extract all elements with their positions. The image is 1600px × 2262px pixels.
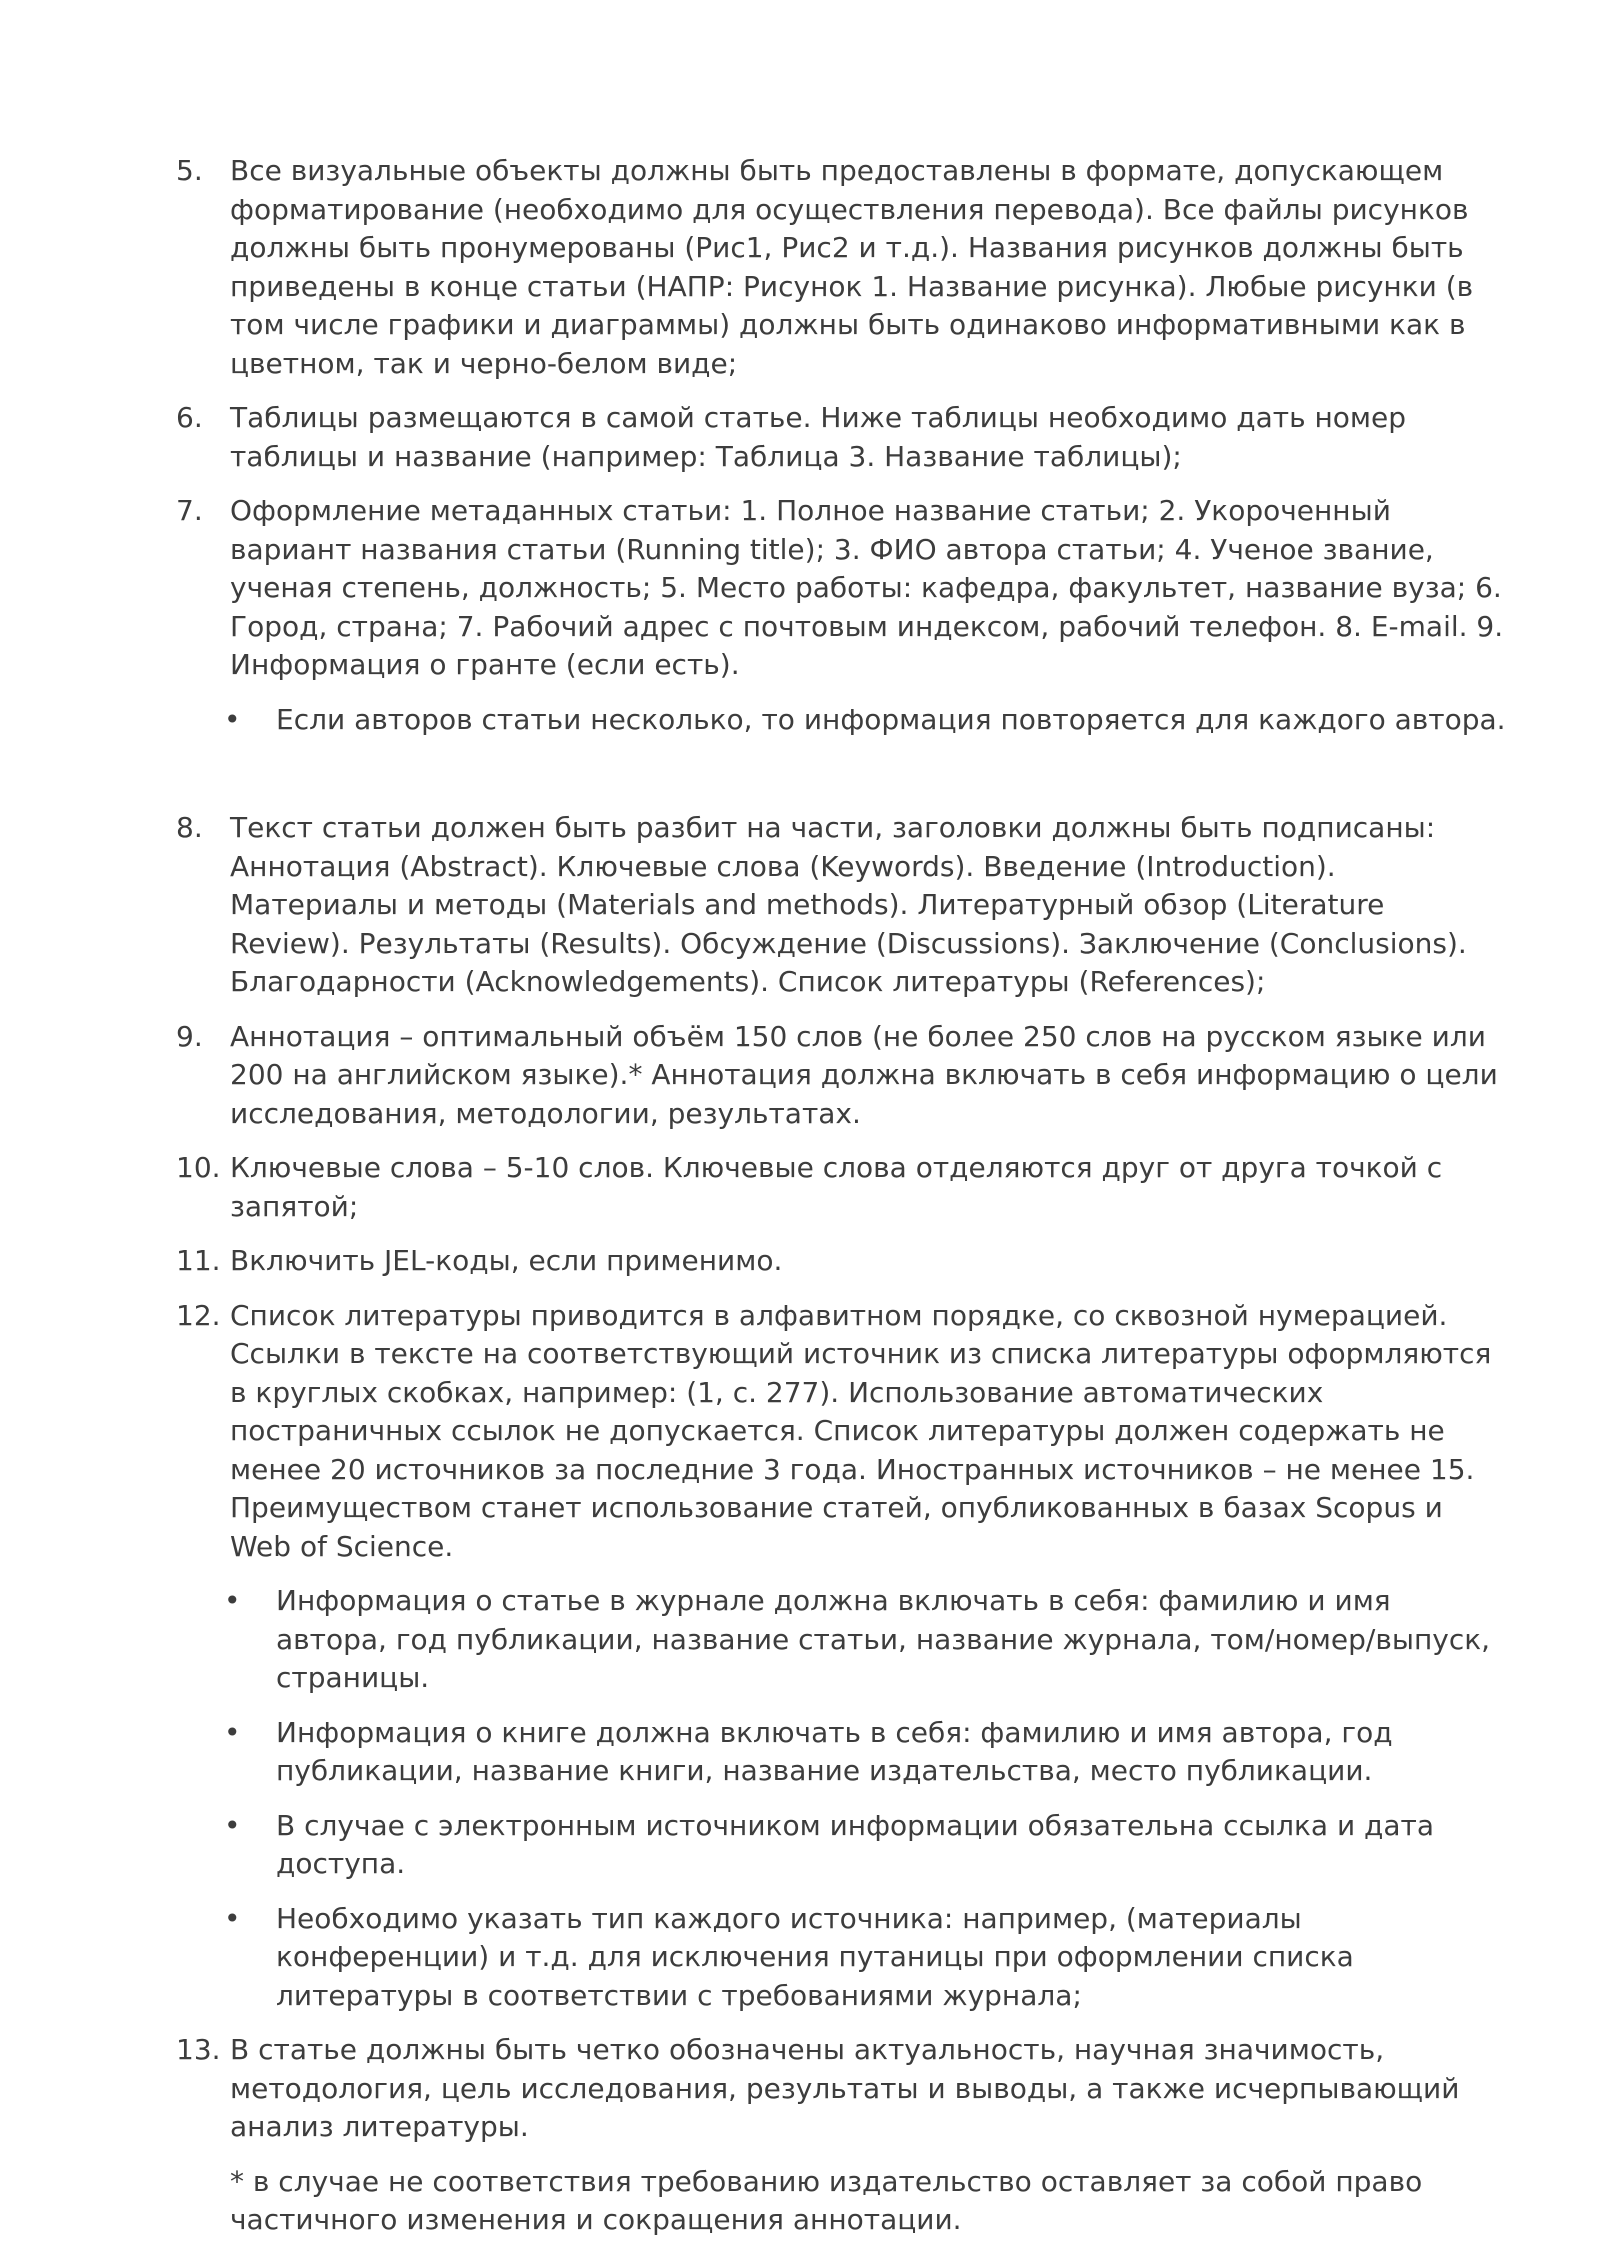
bullet-item bbox=[176, 1582, 1506, 1698]
list-number: 5. bbox=[176, 154, 203, 187]
list-item-5 bbox=[176, 152, 1506, 383]
list-number: 9. bbox=[176, 1019, 203, 1053]
list-item-6 bbox=[176, 399, 1506, 476]
bullet-item bbox=[176, 701, 1506, 740]
list-item-13 bbox=[176, 2031, 1506, 2147]
list-number: 7. bbox=[176, 494, 203, 527]
bullet-icon: • bbox=[224, 1584, 241, 1617]
list-item-text: В статье должны быть четко обозначены актуальность, научная значимость, методология, цель исследования, результаты и выводы, а также исчерпывающий анализ литературы. bbox=[230, 2033, 1460, 2143]
spacer bbox=[176, 755, 1506, 809]
bullet-item bbox=[176, 1900, 1506, 2016]
list-number: 6. bbox=[176, 401, 203, 434]
list-item-text: Список литературы приводится в алфавитном порядке, со сквозной нумерацией. Ссылки в тексте на соответствующий источник из списка литературы оформляются в круглых скобках, например: (1, с. 277). Использование автоматических постраничных ссылок не допускается. Список литературы должен содержать не менее 20 источников за последние 3 года. Иностранных источников – не менее 15. Преимуществом станет использование статей, опубликованных в базах Scopus и Web of Science. bbox=[230, 1298, 1492, 1563]
list-item-text: Ключевые слова – 5-10 слов. Ключевые слова отделяются друг от друга точкой с запятой; bbox=[230, 1151, 1443, 1223]
list-item-text: Текст статьи должен быть разбит на части, заголовки должны быть подписаны: Аннотация (Abstract). Ключевые слова (Keywords). Введение (Introduction). Материалы и методы (Materials and methods). Литературный обзор (Literature Review). Результаты (Results). Обсуждение (Discussions). Заключение (Conclusions). Благодарности (Acknowledgements). Список литературы (References); bbox=[230, 811, 1467, 998]
list-item-7 bbox=[176, 492, 1506, 685]
list-number: 10. bbox=[176, 1151, 221, 1184]
list-item-text: Все визуальные объекты должны быть предоставлены в формате, допускающем форматирование (необходимо для осуществления перевода). Все файлы рисунков должны быть пронумерованы (Рис1, Рис2 и т.д.). Названия рисунков должны быть приведены в конце статьи (НАПР: Рисунок 1. Название рисунка). Любые рисунки (в том числе графики и диаграммы) должны быть одинаково информативными как в цветном, так и черно-белом виде; bbox=[230, 154, 1474, 380]
bullet-text: В случае с электронным источником информации обязательна ссылка и дата доступа. bbox=[276, 1808, 1435, 1880]
list-item-text: Включить JEL-коды, если применимо. bbox=[230, 1244, 783, 1277]
footnote: * в случае не соответствия требованию издательство оставляет за собой право частичного изменения и сокращения аннотации. bbox=[230, 2164, 1423, 2236]
bullet-text: Необходимо указать тип каждого источника: например, (материалы конференции) и т.д. для исключения путаницы при оформлении списка литературы в соответствии с требованиями журнала; bbox=[276, 1901, 1354, 2012]
list-number: 11. bbox=[176, 1244, 221, 1277]
list-item-text: Аннотация – оптимальный объём 150 слов (не более 250 слов на русском языке или 200 на английском языке).* Аннотация должна включать в себя информацию о цели исследования, методологии, результатах. bbox=[230, 1019, 1498, 1130]
bullet-icon: • bbox=[224, 1808, 241, 1842]
bullet-icon: • bbox=[224, 1715, 241, 1749]
list-item-8 bbox=[176, 809, 1506, 1002]
list-number: 13. bbox=[176, 2033, 221, 2066]
list-item-text: Оформление метаданных статьи: 1. Полное название статьи; 2. Укороченный вариант названия статьи (Running title); 3. ФИО автора статьи; 4. Ученое звание, ученая степень, должность; 5. Место работы: кафедра, факультет, название вуза; 6. Город, страна; 7. Рабочий адрес с почтовым индексом, рабочий телефон. 8. E-mail. 9. Информация о гранте (если есть). bbox=[230, 494, 1504, 681]
list-item-10 bbox=[176, 1149, 1506, 1226]
list-item-9 bbox=[176, 1018, 1506, 1134]
bullet-text: Информация о статье в журнале должна включать в себя: фамилию и имя автора, год публикации, название статьи, название журнала, том/номер/выпуск, страницы. bbox=[276, 1584, 1491, 1694]
list-item-text: Таблицы размещаются в самой статье. Ниже таблицы необходимо дать номер таблицы и название (например: Таблица 3. Название таблицы); bbox=[230, 401, 1407, 473]
list-item-11 bbox=[176, 1242, 1506, 1281]
list-number: 12. bbox=[176, 1298, 221, 1332]
bullet-item bbox=[176, 1714, 1506, 1791]
requirements-list bbox=[176, 152, 1506, 2240]
bullet-icon: • bbox=[224, 702, 241, 736]
bullet-item bbox=[176, 1807, 1506, 1884]
bullet-text: Если авторов статьи несколько, то информация повторяется для каждого автора. bbox=[276, 702, 1506, 736]
list-number: 8. bbox=[176, 811, 203, 844]
bullet-icon: • bbox=[224, 1901, 241, 1935]
list-item-12 bbox=[176, 1297, 1506, 1567]
bullet-text: Информация о книге должна включать в себя: фамилию и имя автора, год публикации, название книги, название издательства, место публикации. bbox=[276, 1715, 1393, 1787]
